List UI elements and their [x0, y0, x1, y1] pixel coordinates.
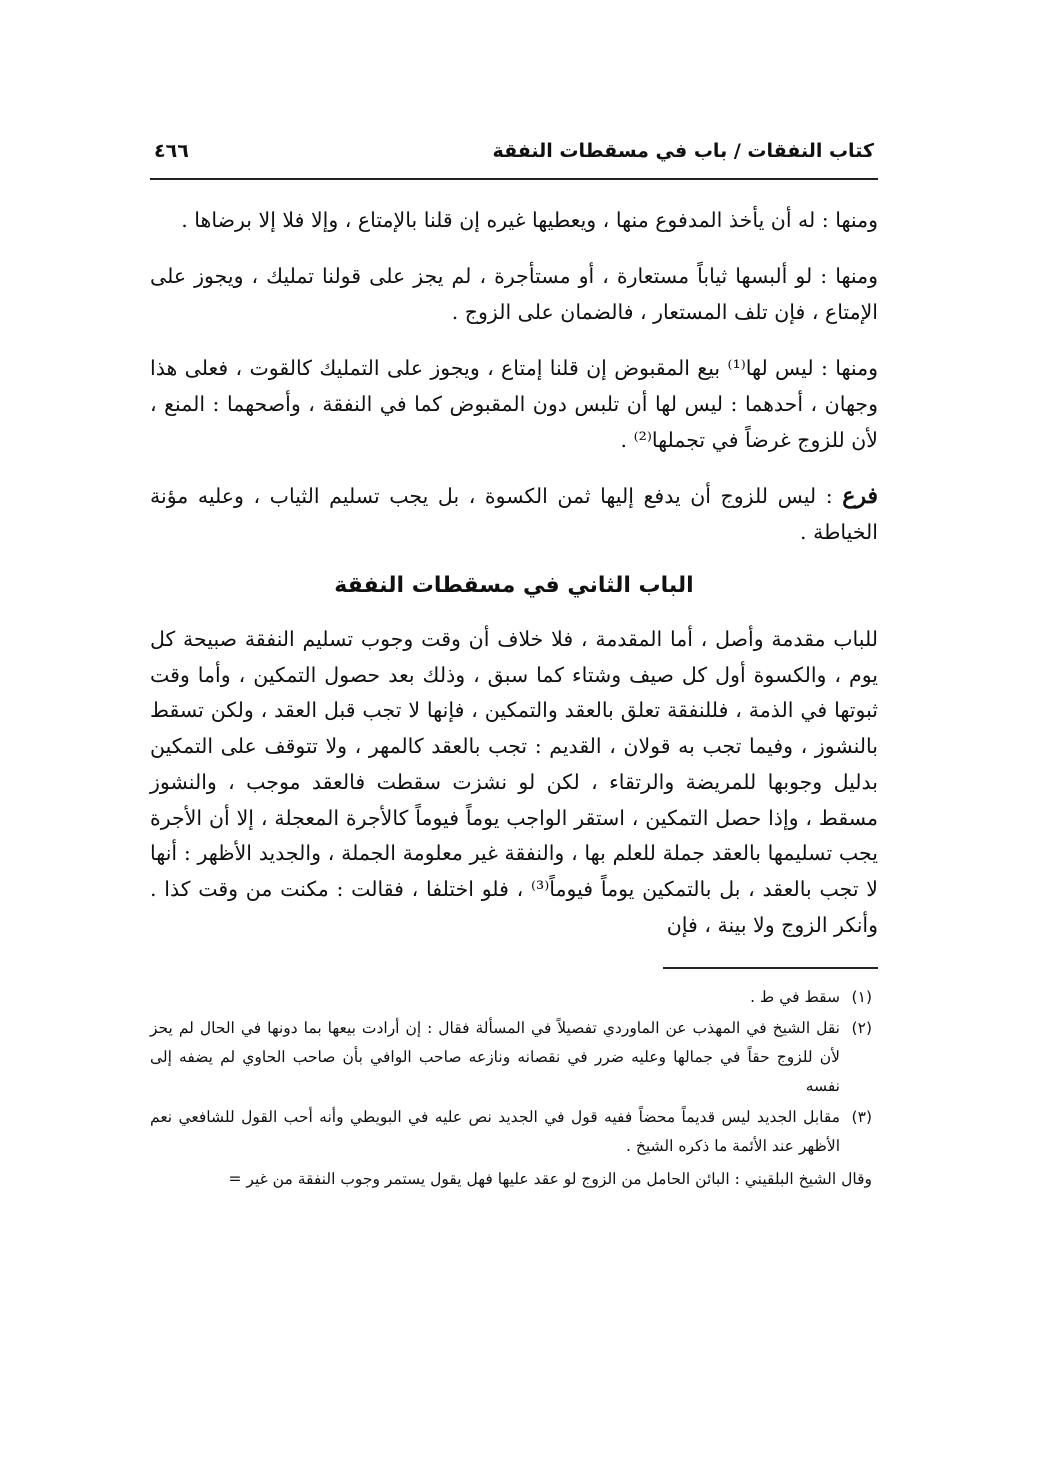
footnote-2 — [150, 1014, 872, 1101]
chapter-body: للباب مقدمة وأصل ، أما المقدمة ، فلا خلاف أن وقت وجوب تسليم النفقة صبيحة كل يوم ، والكسوة أول كل صيف وشتاء كما سبق ، وذلك بعد حصول التمكين ، وأما وقت ثبوتها في الذمة ، فللنفقة تعلق بالعقد والتمكين ، فإنها لا تجب قبل العقد ، ولكن تسقط بالنشوز ، وفيما تجب به قولان ، القديم : تجب بالعقد كالمهر ، ولا تتوقف على التمكين بدليل وجوبها للمريضة والرتقاء ، لكن لو نشزت سقطت فالعقد موجب ، والنشوز مسقط ، وإذا حصل التمكين ، استقر الواجب يوماً فيوماً كالأجرة المعجلة ، إلا أن الأجرة يجب تسليمها بالعقد جملة للعلم بها ، والنفقة غير معلومة الجملة ، والجديد الأظهر : أنها لا تجب بالعقد ، بل بالتمكين يوماً فيوماً⁽³⁾ ، فلو اختلفا ، فقالت : مكنت من وقت كذا . وأنكر الزوج ولا بينة ، فإن — [150, 627, 878, 937]
paragraph-4-text: : ليس للزوج أن يدفع إليها ثمن الكسوة ، بل يجب تسليم الثياب ، وعليه مؤنة الخياطة . — [150, 484, 878, 544]
chapter-title: الباب الثاني في مسقطات النفقة — [334, 573, 694, 598]
footnote-1-text: سقط في ط . — [750, 988, 840, 1007]
footnote-3-text: مقابل الجديد ليس قديماً محضاً ففيه قول في الجديد نص عليه في البويطي وأنه أحب القول للشافعي نعم الأظهر عند الأئمة ما ذكره الشيخ . — [150, 1108, 840, 1156]
paragraph-3-text: ومنها : ليس لها⁽¹⁾ بيع المقبوض إن قلنا إمتاع ، ويجوز على التمليك كالقوت ، فعلى هذا وجهان ، أحدهما : ليس لها أن تلبس دون المقبوض كما في النفقة ، وأصحهما : المنع ، لأن للزوج غرضاً في تجملها⁽²⁾ . — [150, 356, 878, 452]
footnote-1-number: (١) — [851, 988, 872, 1007]
footnote-1 — [150, 983, 872, 1012]
paragraph-4 — [150, 478, 878, 550]
footnote-rule — [663, 967, 878, 969]
footnote-3-number: (٣) — [851, 1108, 872, 1127]
footnote-2-text: نقل الشيخ في المهذب عن الماوردي تفصيلاً في المسألة فقال : إن أرادت بيعها بما دونها في الحال لم يحز لأن للزوج حقاً في جمالها وعليه ضرر في نقصانه ونازعه صاحب الوافي بأن صاحب الحاوي لم يضفه إلى نفسه — [150, 1019, 840, 1096]
paragraph-4-lead: فرع — [842, 483, 878, 509]
footnote-3 — [150, 1103, 872, 1161]
running-title: كتاب النفقات / باب في مسقطات النفقة — [492, 140, 874, 162]
paragraph-1-text: ومنها : له أن يأخذ المدفوع منها ، ويعطيها غيره إن قلنا بالإمتاع ، وإلا فلا إلا برضاها . — [181, 208, 878, 232]
paragraph-3 — [150, 350, 878, 458]
paragraph-2 — [150, 258, 878, 330]
book-page — [150, 140, 878, 1194]
paragraph-1 — [150, 202, 878, 238]
paragraph-2-text: ومنها : لو ألبسها ثياباً مستعارة ، أو مستأجرة ، لم يجز على قولنا تمليك ، ويجوز على الإمتاع ، فإن تلف المستعار ، فالضمان على الزوج . — [150, 264, 878, 324]
header-rule — [150, 178, 878, 180]
footnote-continuation: وقال الشيخ البلقيني : البائن الحامل من الزوج لو عقد عليها فهل يقول يستمر وجوب النفقة من غير = — [228, 1170, 872, 1189]
footnote-2-number: (٢) — [851, 1019, 872, 1038]
page-number: ٤٦٦ — [154, 140, 189, 162]
footnotes — [150, 983, 872, 1194]
running-header — [150, 140, 878, 176]
